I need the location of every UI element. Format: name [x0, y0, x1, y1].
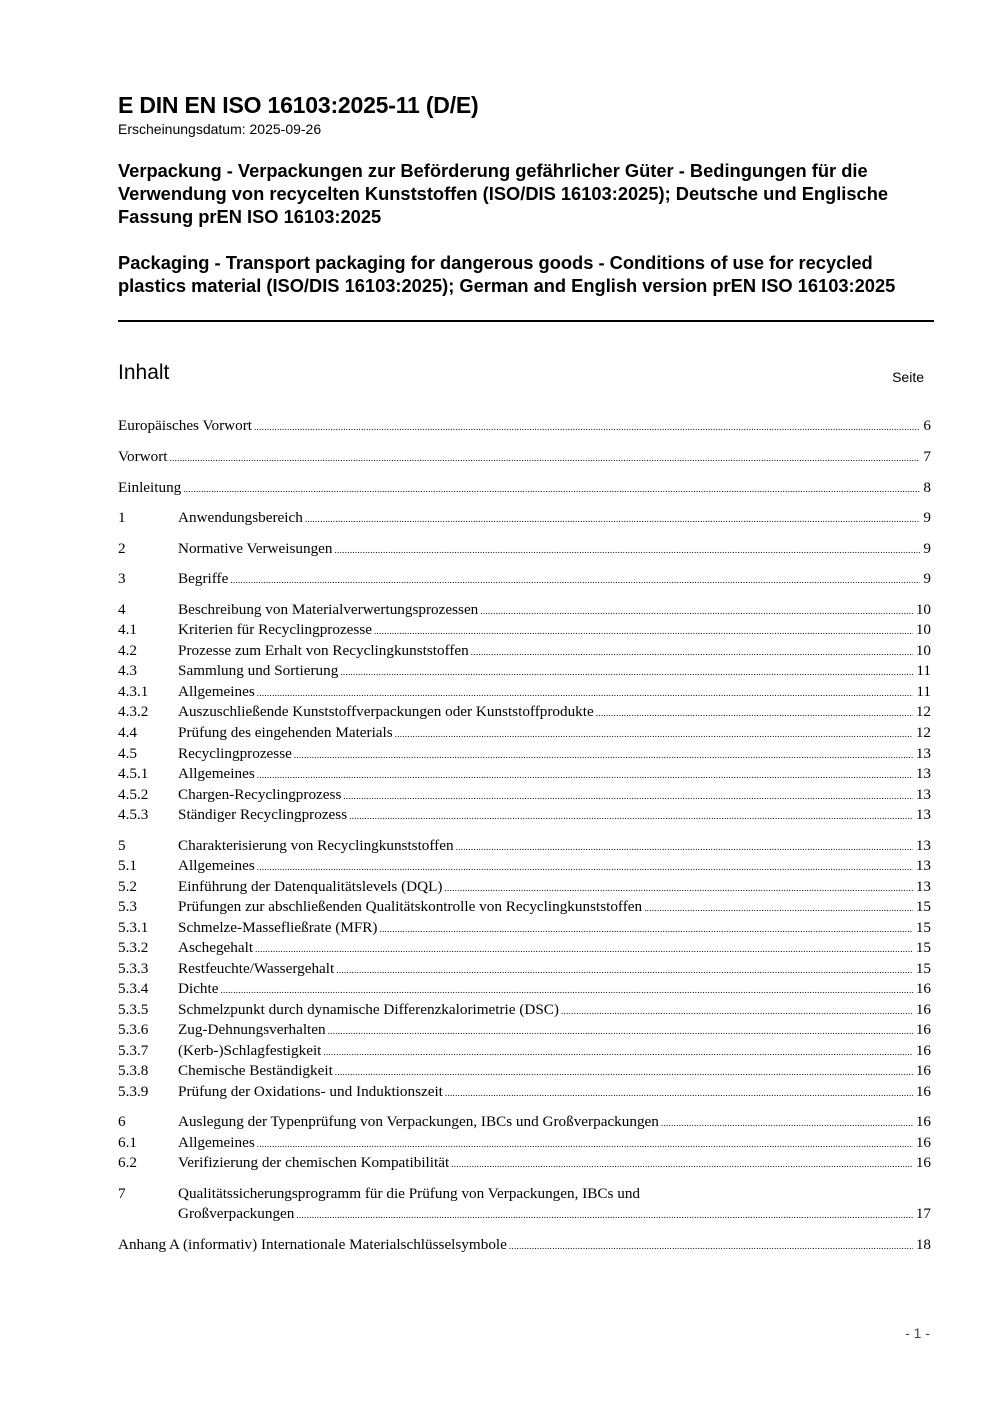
- toc-dot-leader: [257, 770, 913, 780]
- toc-entry-page: 10: [915, 621, 931, 638]
- toc-entry[interactable]: [118, 601, 931, 622]
- toc-entry-page: 15: [915, 919, 931, 936]
- toc-entry-title: Sammlung und Sortierung: [178, 662, 339, 679]
- toc-entry-number: 5.3.9: [118, 1083, 149, 1100]
- toc-heading: Inhalt: [118, 361, 170, 384]
- toc-entry-page: 15: [915, 939, 931, 956]
- toc-entry-number: 2: [118, 540, 126, 557]
- toc-entry[interactable]: [118, 1236, 931, 1257]
- toc-entry-title: Vorwort: [118, 448, 168, 465]
- toc-entry-continuation[interactable]: [118, 1205, 931, 1226]
- toc-entry-title: Auslegung der Typenprüfung von Verpackungen, IBCs und Großverpackungen: [178, 1113, 659, 1130]
- toc-entry-title: Chargen-Recyclingprozess: [178, 786, 342, 803]
- toc-entry-title: Charakterisierung von Recyclingkunststoffen: [178, 837, 454, 854]
- publication-date: Erscheinungsdatum: 2025-09-26: [118, 121, 322, 137]
- toc-dot-leader: [379, 924, 912, 934]
- toc-entry[interactable]: [118, 786, 931, 807]
- toc-dot-leader: [561, 1006, 913, 1016]
- toc-entry-page: 13: [915, 857, 931, 874]
- toc-entry-number: 1: [118, 509, 126, 526]
- toc-entry-number: 4.5: [118, 745, 137, 762]
- toc-entry-title: Begriffe: [178, 570, 229, 587]
- toc-dot-leader: [296, 1210, 912, 1220]
- toc-entry-title: Zug-Dehnungsverhalten: [178, 1021, 326, 1038]
- toc-entry[interactable]: [118, 683, 931, 704]
- toc-entry[interactable]: [118, 570, 931, 591]
- toc-dot-leader: [471, 647, 913, 657]
- toc-entry-number: 4: [118, 601, 126, 618]
- toc-dot-leader: [328, 1026, 913, 1036]
- toc-entry-number: 5.1: [118, 857, 137, 874]
- toc-dot-leader: [305, 514, 921, 524]
- toc-dot-leader: [323, 1047, 912, 1057]
- toc-entry-page: 15: [915, 960, 931, 977]
- toc-entry-title: Prüfung des eingehenden Materials: [178, 724, 393, 741]
- toc-dot-leader: [294, 750, 913, 760]
- toc-entry[interactable]: [118, 1021, 931, 1042]
- toc-dot-leader: [340, 667, 913, 677]
- toc-entry-page: 13: [915, 878, 931, 895]
- toc-entry-title: Auszuschließende Kunststoffverpackungen oder Kunststoffprodukte: [178, 703, 594, 720]
- toc-dot-leader: [444, 883, 912, 893]
- toc-entry[interactable]: [118, 540, 931, 561]
- toc-entry-page: 16: [915, 1134, 931, 1151]
- toc-entry-page: 12: [915, 703, 931, 720]
- toc-entry[interactable]: [118, 806, 931, 827]
- toc-entry-page: 16: [915, 1083, 931, 1100]
- toc-dot-leader: [183, 484, 920, 494]
- toc-entry-title: Qualitätssicherungsprogramm für die Prüfung von Verpackungen, IBCs und: [178, 1185, 641, 1202]
- toc-entry-number: 5.3.3: [118, 960, 149, 977]
- toc-page-label: Seite: [892, 369, 924, 385]
- toc-entry-title: Allgemeines: [178, 765, 255, 782]
- toc-entry[interactable]: [118, 878, 931, 899]
- toc-entry[interactable]: [118, 621, 931, 642]
- toc-entry-number: 4.3.2: [118, 703, 149, 720]
- toc-entry-page: 13: [915, 745, 931, 762]
- toc-entry-page: 16: [915, 1021, 931, 1038]
- toc-entry[interactable]: [118, 417, 931, 438]
- toc-dot-leader: [257, 1139, 913, 1149]
- toc-entry-title: Dichte: [178, 980, 219, 997]
- toc-entry-page: 16: [915, 1001, 931, 1018]
- toc-entry-number: 5: [118, 837, 126, 854]
- toc-entry-number: 4.5.2: [118, 786, 149, 803]
- toc-dot-leader: [257, 688, 914, 698]
- toc-entry-title: Beschreibung von Materialverwertungsprozessen: [178, 601, 479, 618]
- toc-entry[interactable]: [118, 1062, 931, 1083]
- toc-entry-number: 4.1: [118, 621, 137, 638]
- toc-entry-number: 4.4: [118, 724, 137, 741]
- toc-entry[interactable]: [118, 479, 931, 500]
- toc-entry[interactable]: [118, 765, 931, 786]
- toc-entry-number: 6.1: [118, 1134, 137, 1151]
- toc-dot-leader: [596, 708, 913, 718]
- toc-entry-title: Normative Verweisungen: [178, 540, 333, 557]
- toc-entry[interactable]: [118, 745, 931, 766]
- toc-entry-title: Prüfungen zur abschließenden Qualitätskontrolle von Recyclingkunststoffen: [178, 898, 643, 915]
- toc-entry[interactable]: [118, 939, 931, 960]
- toc-entry-number: 7: [118, 1185, 126, 1202]
- toc-dot-leader: [335, 1067, 913, 1077]
- toc-entry[interactable]: [118, 1001, 931, 1022]
- toc-entry-number: 4.2: [118, 642, 137, 659]
- toc-entry-number: 5.3.7: [118, 1042, 149, 1059]
- toc-dot-leader: [509, 1241, 913, 1251]
- toc-entry-page: 12: [915, 724, 931, 741]
- toc-entry[interactable]: [118, 898, 931, 919]
- toc-dot-leader: [255, 944, 913, 954]
- toc-entry[interactable]: [118, 960, 931, 981]
- toc-entry[interactable]: [118, 448, 931, 469]
- toc-entry-title: Kriterien für Recyclingprozesse: [178, 621, 372, 638]
- toc-entry-page: 16: [915, 1042, 931, 1059]
- toc-entry-number: 4.5.1: [118, 765, 149, 782]
- header-divider: [118, 320, 934, 322]
- toc-entry-number: 5.3.4: [118, 980, 149, 997]
- toc-dot-leader: [220, 985, 912, 995]
- toc-dot-leader: [349, 811, 913, 821]
- toc-entry-page: 10: [915, 642, 931, 659]
- toc-entry-title: Schmelze-Massefließrate (MFR): [178, 919, 378, 936]
- toc-entry-number: 5.3.2: [118, 939, 149, 956]
- toc-dot-leader: [170, 453, 921, 463]
- toc-dot-leader: [335, 545, 921, 555]
- document-id: E DIN EN ISO 16103:2025-11 (D/E): [118, 92, 479, 118]
- toc-dot-leader: [456, 842, 913, 852]
- toc-entry-page: 9: [923, 570, 931, 587]
- title-german: Verpackung - Verpackungen zur Beförderung gefährlicher Güter - Bedingungen für die Verwendung von recycelten Kunststoffen (ISO/DIS 16103:2025); Deutsche und Englische Fassung prEN ISO 16103:2025: [118, 160, 889, 227]
- toc-entry[interactable]: [118, 509, 931, 530]
- toc-entry[interactable]: [118, 1154, 931, 1175]
- toc-entry-title: Allgemeines: [178, 1134, 255, 1151]
- toc-dot-leader: [343, 791, 912, 801]
- toc-entry-page: 10: [915, 601, 931, 618]
- toc-entry-title: Einführung der Datenqualitätslevels (DQL): [178, 878, 443, 895]
- toc-dot-leader: [644, 903, 913, 913]
- toc-entry-page: 11: [916, 662, 931, 679]
- toc-entry[interactable]: [118, 857, 931, 878]
- toc-entry-title: (Kerb-)Schlagfestigkeit: [178, 1042, 322, 1059]
- toc-entry-page: 16: [915, 980, 931, 997]
- toc-entry-title-continued: Großverpackungen: [178, 1205, 295, 1222]
- toc-entry-page: 13: [915, 806, 931, 823]
- toc-entry-page: 18: [915, 1236, 931, 1253]
- toc-entry-title: Einleitung: [118, 479, 182, 496]
- toc-entry[interactable]: [118, 1185, 931, 1206]
- toc-entry-page: 16: [915, 1154, 931, 1171]
- toc-dot-leader: [395, 729, 913, 739]
- toc-entry[interactable]: [118, 642, 931, 663]
- toc-entry-title: Verifizierung der chemischen Kompatibilität: [178, 1154, 450, 1171]
- toc-entry-page: 17: [915, 1205, 931, 1222]
- toc-entry-title: Ständiger Recyclingprozess: [178, 806, 348, 823]
- toc-entry[interactable]: [118, 919, 931, 940]
- toc-dot-leader: [445, 1088, 913, 1098]
- toc-entry-page: 13: [915, 837, 931, 854]
- toc-dot-leader: [374, 626, 913, 636]
- toc-entry[interactable]: [118, 980, 931, 1001]
- toc-entry-title: Recyclingprozesse: [178, 745, 292, 762]
- toc-entry-number: 4.5.3: [118, 806, 149, 823]
- toc-entry-title: Anhang A (informativ) Internationale Materialschlüsselsymbole: [118, 1236, 507, 1253]
- toc-dot-leader: [451, 1159, 913, 1169]
- toc-entry-title: Allgemeines: [178, 683, 255, 700]
- toc-dot-leader: [230, 575, 920, 585]
- toc-entry[interactable]: [118, 1042, 931, 1063]
- toc-entry-title: Schmelzpunkt durch dynamische Differenzkalorimetrie (DSC): [178, 1001, 559, 1018]
- toc-entry-page: 8: [923, 479, 931, 496]
- title-english: Packaging - Transport packaging for dangerous goods - Conditions of use for recycled plastics material (ISO/DIS 16103:2025); German and English version prEN ISO 16103:2025: [118, 252, 896, 296]
- toc-entry-number: 5.3.6: [118, 1021, 149, 1038]
- toc-entry-title: Allgemeines: [178, 857, 255, 874]
- toc-dot-leader: [336, 965, 913, 975]
- toc-entry-page: 11: [916, 683, 931, 700]
- toc-entry-page: 13: [915, 786, 931, 803]
- toc-entry-title: Prüfung der Oxidations- und Induktionszeit: [178, 1083, 443, 1100]
- toc-entry-page: 13: [915, 765, 931, 782]
- toc-entry-page: 9: [923, 540, 931, 557]
- toc-dot-leader: [480, 606, 913, 616]
- toc-entry-number: 4.3.1: [118, 683, 149, 700]
- toc-entry-number: 4.3: [118, 662, 137, 679]
- toc-entry[interactable]: [118, 703, 931, 724]
- toc-entry[interactable]: [118, 1134, 931, 1155]
- toc-entry-number: 5.3.8: [118, 1062, 149, 1079]
- toc-entry-page: 16: [915, 1062, 931, 1079]
- toc-entry[interactable]: [118, 724, 931, 745]
- toc-dot-leader: [661, 1118, 913, 1128]
- toc-dot-leader: [254, 422, 920, 432]
- toc-entry-title: Prozesse zum Erhalt von Recyclingkunststoffen: [178, 642, 469, 659]
- toc-entry-title: Europäisches Vorwort: [118, 417, 252, 434]
- toc-entry-page: 9: [923, 509, 931, 526]
- page-number: - 1 -: [905, 1325, 930, 1341]
- toc-entry-title: Restfeuchte/Wassergehalt: [178, 960, 335, 977]
- toc-entry-page: 7: [923, 448, 931, 465]
- toc-entry[interactable]: [118, 1083, 931, 1104]
- toc-entry-number: 3: [118, 570, 126, 587]
- toc-entry[interactable]: [118, 837, 931, 858]
- toc-entry-title: Chemische Beständigkeit: [178, 1062, 333, 1079]
- toc-entry-number: 5.3.5: [118, 1001, 149, 1018]
- toc-entry-page: 16: [915, 1113, 931, 1130]
- toc-entry-number: 5.2: [118, 878, 137, 895]
- toc-entry-page: 6: [923, 417, 931, 434]
- toc-entry-title: Aschegehalt: [178, 939, 254, 956]
- toc-entry-number: 5.3: [118, 898, 137, 915]
- toc-entry[interactable]: [118, 662, 931, 683]
- toc-entry[interactable]: [118, 1113, 931, 1134]
- toc-dot-leader: [257, 862, 913, 872]
- toc-entry-number: 6.2: [118, 1154, 137, 1171]
- toc-entry-number: 6: [118, 1113, 126, 1130]
- toc-entry-title: Anwendungsbereich: [178, 509, 303, 526]
- toc-entry-number: 5.3.1: [118, 919, 149, 936]
- toc-entry-page: 15: [915, 898, 931, 915]
